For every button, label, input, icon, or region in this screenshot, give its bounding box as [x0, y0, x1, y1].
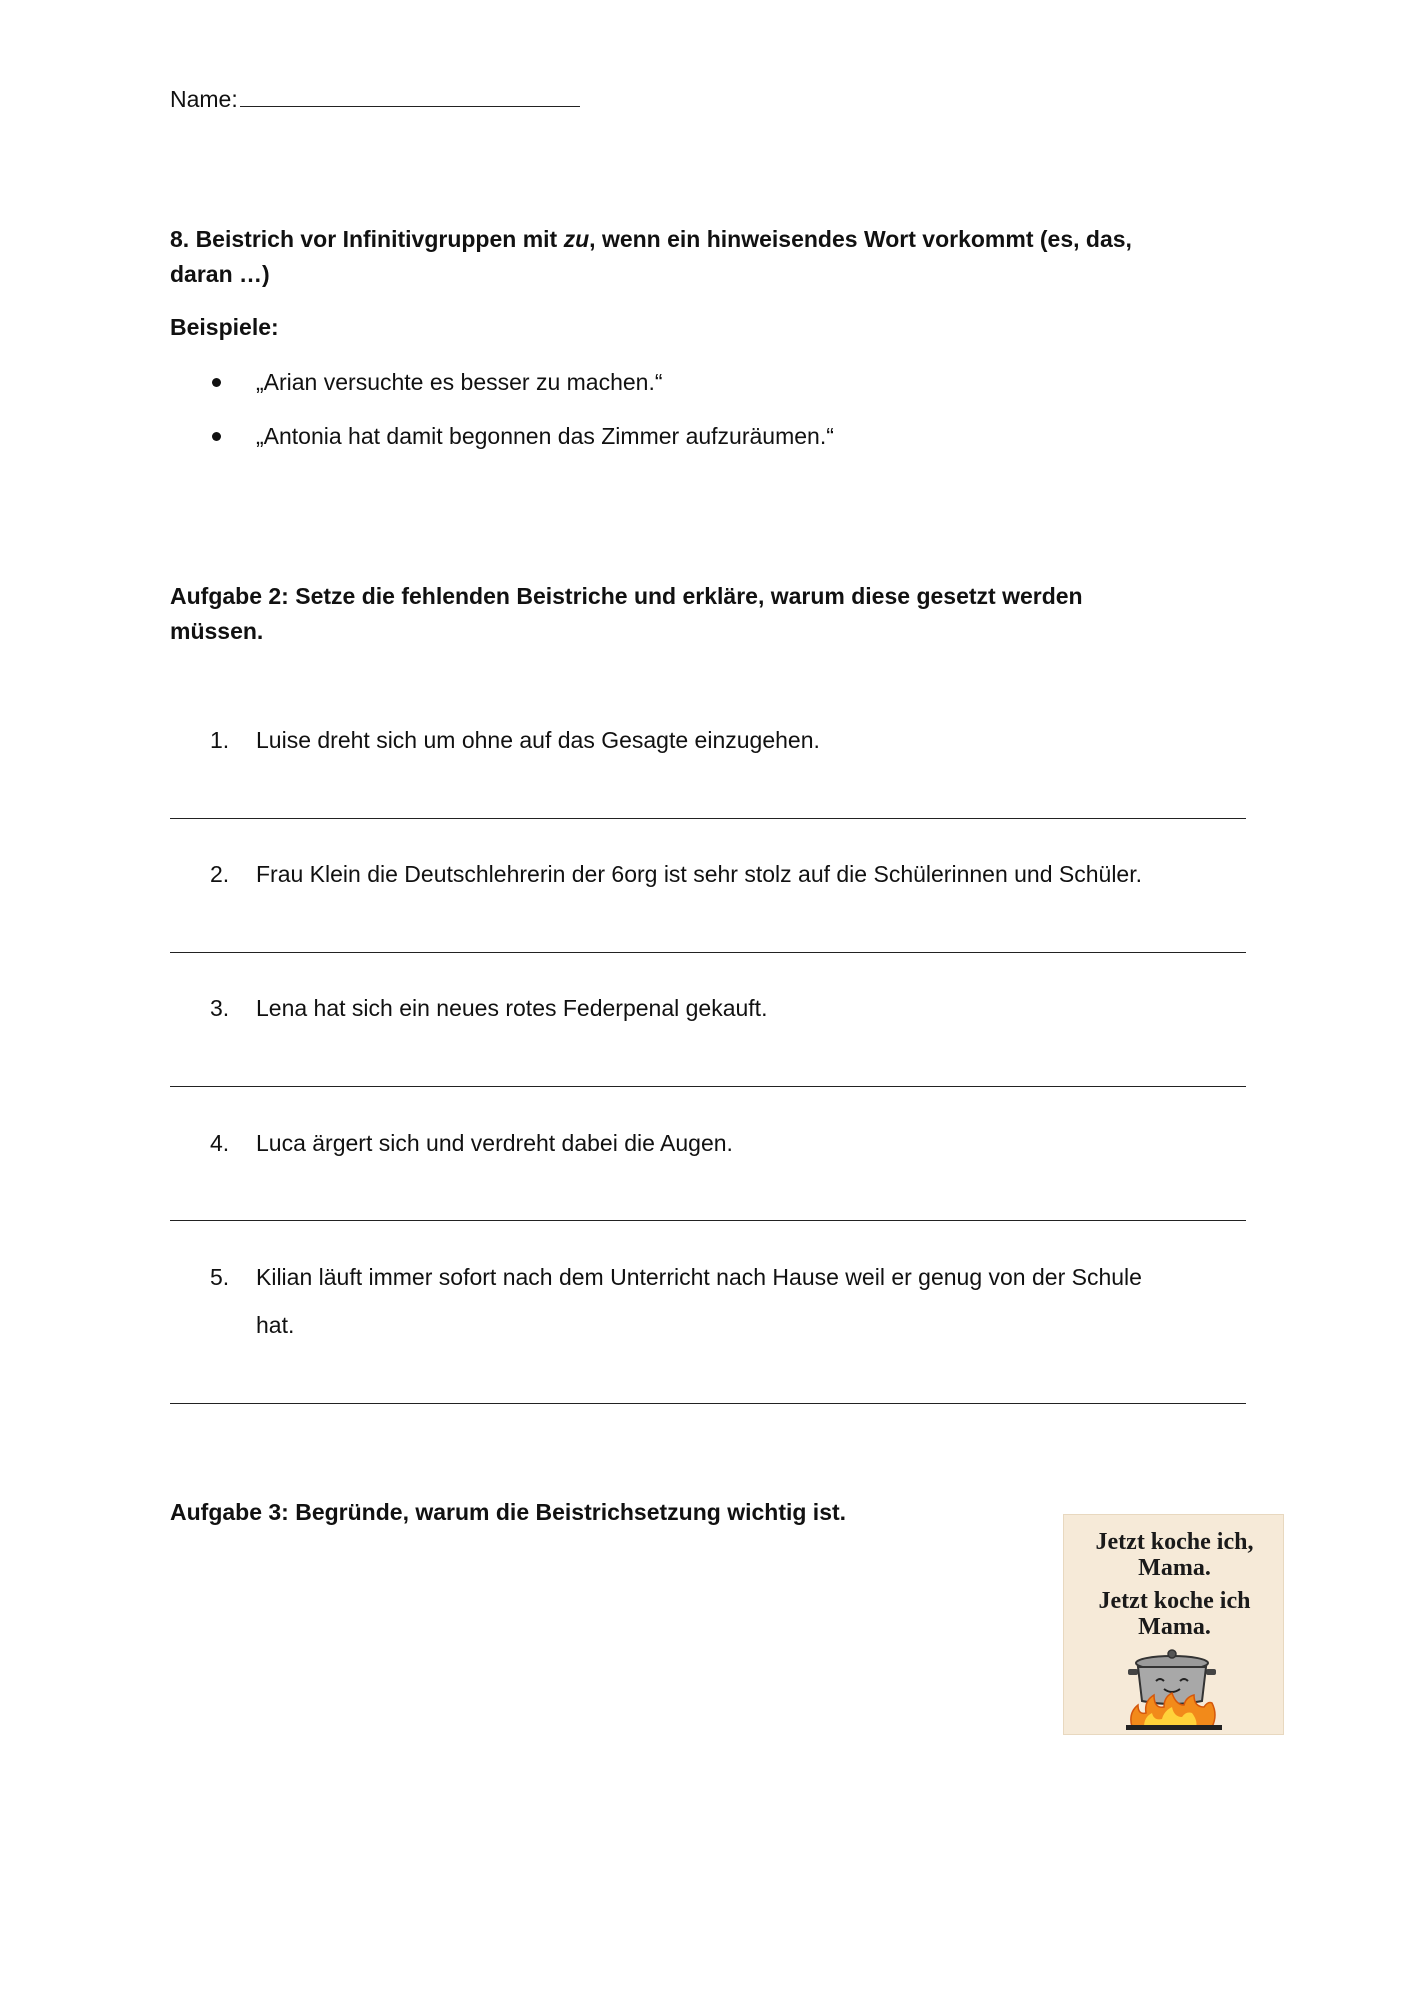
exercise-sentence: Luca ärgert sich und verdreht dabei die Augen. [256, 1130, 733, 1156]
item-number: 5. [210, 1264, 230, 1290]
item-number: 1. [210, 727, 230, 753]
illustration-text-line: Mama. [1138, 1555, 1211, 1581]
answer-line[interactable] [170, 1220, 1246, 1221]
rule8-title-part1: 8. Beistrich vor Infinitivgruppen mit [170, 226, 564, 252]
example-item: „Arian versuchte es besser zu machen.“ [256, 369, 663, 395]
item-number: 3. [210, 995, 230, 1021]
answer-line[interactable] [170, 952, 1246, 953]
task2-title: Aufgabe 2: Setze die fehlenden Beistriche und erkläre, warum diese gesetzt werden [170, 583, 1083, 609]
rule8-title-line2: daran …) [170, 261, 270, 287]
name-blank-line[interactable] [240, 84, 580, 107]
example-item: „Antonia hat damit begonnen das Zimmer aufzuräumen.“ [256, 423, 834, 449]
rule8-title-part2: , wenn ein hinweisendes Wort vorkommt (es, das, [589, 226, 1132, 252]
bullet-icon [212, 432, 221, 441]
answer-line[interactable] [170, 818, 1246, 819]
rule8-title-italic: zu [563, 226, 590, 252]
task2-title-line2: müssen. [170, 618, 264, 644]
exercise-sentence: Kilian läuft immer sofort nach dem Unterricht nach Hause weil er genug von der Schule [256, 1264, 1142, 1290]
exercise-sentence: Lena hat sich ein neues rotes Federpenal gekauft. [256, 995, 768, 1021]
cooking-pot-on-fire-icon [1124, 1643, 1224, 1731]
answer-line[interactable] [170, 1403, 1246, 1404]
task3-title: Aufgabe 3: Begründe, warum die Beistrichsetzung wichtig ist. [170, 1499, 847, 1525]
name-label: Name: [170, 86, 238, 112]
examples-label: Beispiele: [170, 314, 279, 340]
name-field [170, 84, 580, 114]
answer-line[interactable] [170, 1086, 1246, 1087]
exercise-sentence: Luise dreht sich um ohne auf das Gesagte einzugehen. [256, 727, 820, 753]
bullet-icon [212, 378, 221, 387]
rule8-title [170, 224, 1270, 254]
illustration-text-line: Jetzt koche ich [1098, 1588, 1251, 1614]
exercise-sentence-line2: hat. [256, 1312, 295, 1338]
illustration-text-line: Jetzt koche ich, [1095, 1529, 1254, 1555]
item-number: 2. [210, 861, 230, 887]
item-number: 4. [210, 1130, 230, 1156]
illustration-text-line: Mama. [1138, 1614, 1211, 1640]
cooking-illustration [1063, 1514, 1284, 1735]
exercise-sentence: Frau Klein die Deutschlehrerin der 6org ist sehr stolz auf die Schülerinnen und Schüler. [256, 861, 1142, 887]
